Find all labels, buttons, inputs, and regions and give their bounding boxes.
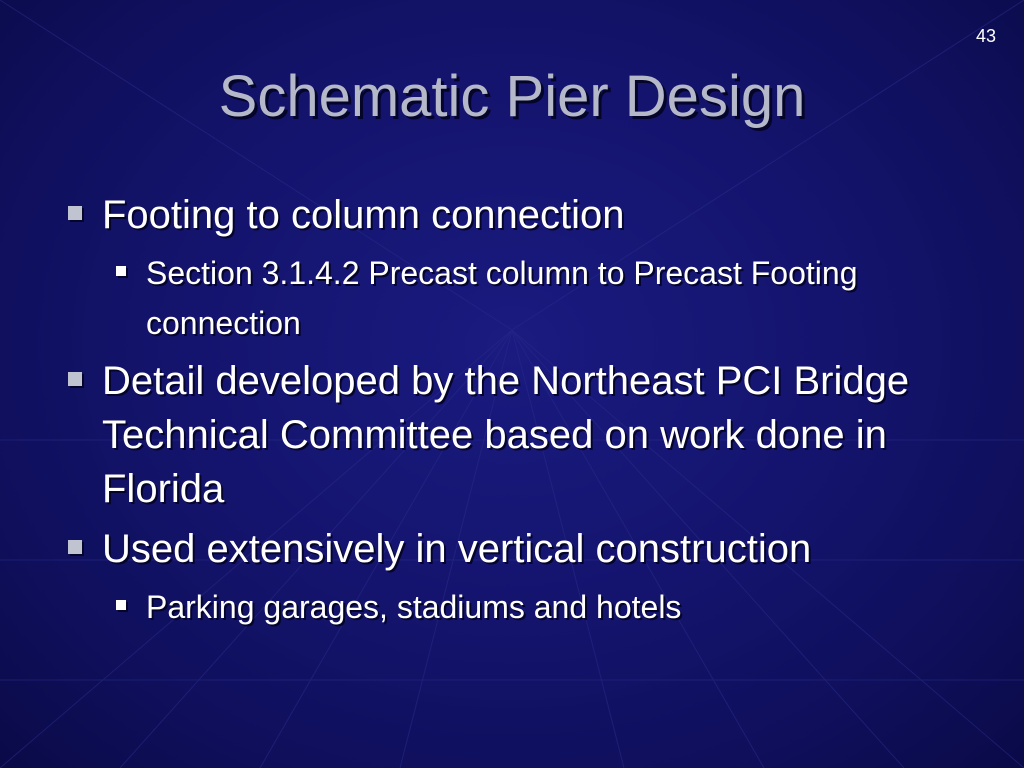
square-bullet-icon [116,600,126,610]
bullet-list [62,188,962,638]
square-bullet-icon [68,206,82,220]
slide-title: Schematic Pier Design [218,64,806,129]
sub-bullet-item [114,582,962,632]
bullet-text: Used extensively in vertical construction [102,527,812,571]
sub-bullet-item [114,248,962,348]
square-bullet-icon [68,540,82,554]
bullet-item [62,188,962,242]
bullet-text: Detail developed by the Northeast PCI Bridge Technical Committee based on work done in Florida [102,359,910,511]
sub-bullet-text: Parking garages, stadiums and hotels [146,589,682,625]
square-bullet-icon [116,266,126,276]
square-bullet-icon [68,372,82,386]
bullet-text: Footing to column connection [102,193,625,237]
bullet-item [62,354,962,516]
bullet-item [62,522,962,576]
slide-number: 43 [975,26,996,46]
sub-bullet-text: Section 3.1.4.2 Precast column to Precast Footing connection [146,255,858,341]
